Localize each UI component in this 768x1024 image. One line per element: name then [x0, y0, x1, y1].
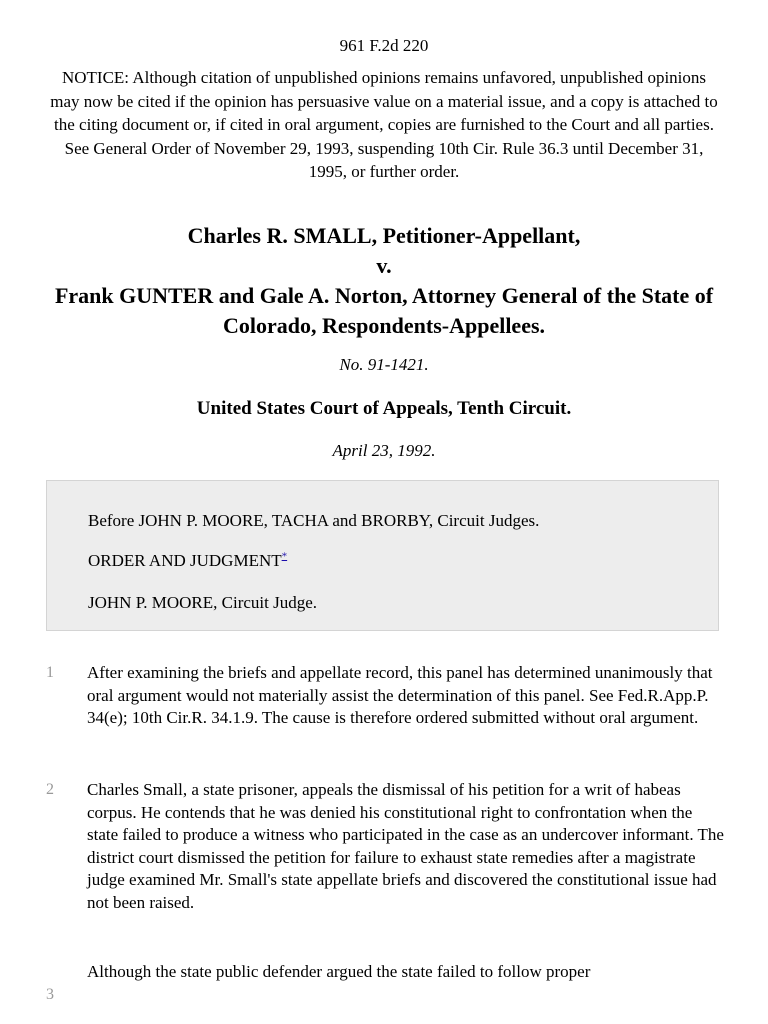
judges-panel-box: [46, 480, 719, 631]
case-citation: 961 F.2d 220: [339, 36, 429, 55]
panel-judges: Before JOHN P. MOORE, TACHA and BRORBY, Circuit Judges.: [88, 511, 540, 530]
order-judgment-title: ORDER AND JUDGMENT: [88, 551, 282, 570]
court-name: United States Court of Appeals, Tenth Circuit.: [196, 398, 572, 419]
versus-label: v.: [376, 253, 392, 278]
footnote-link[interactable]: *: [281, 550, 288, 563]
paragraph-number: 1: [46, 664, 54, 681]
petitioner-name: Charles R. SMALL, Petitioner-Appellant,: [187, 223, 581, 248]
opinion-author: JOHN P. MOORE, Circuit Judge.: [88, 593, 318, 612]
paragraph-text: After examining the briefs and appellate record, this panel has determined unanimously that oral argument would not materially assist the determination of this panel. See Fed.R.App.P. 34(e); 10th Cir.R. 34.1.9. The cause is therefore ordered submitted without oral argument.: [87, 663, 713, 727]
paragraph-number: 3: [46, 986, 54, 1003]
paragraph-text: Although the state public defender argued the state failed to follow proper: [87, 962, 591, 981]
order-judgment-heading: [88, 549, 287, 573]
docket-number: No. 91-1421.: [339, 355, 429, 374]
case-caption: [30, 221, 738, 341]
respondents-names: Frank GUNTER and Gale A. Norton, Attorney General of the State of Colorado, Respondents-Appellees.: [54, 283, 714, 338]
paragraph-text: Charles Small, a state prisoner, appeals the dismissal of his petition for a writ of habeas corpus. He contends that he was denied his constitutional right to confrontation when the state failed to produce a witness who participated in the case as an undercover informant. The district court dismissed the petition for failure to exhaust state remedies after a magistrate judge examined Mr. Small's state appellate briefs and discovered the constitutional issue had not been raised.: [87, 780, 724, 912]
unpublished-opinion-notice: NOTICE: Although citation of unpublished opinions remains unfavored, unpublished opinions may now be cited if the opinion has persuasive value on a material issue, and a copy is attached to the citing document or, if cited in oral argument, copies are furnished to the Court and all parties. See General Order of November 29, 1993, suspending 10th Cir. Rule 36.3 until December 31, 1995, or further order.: [50, 68, 718, 181]
decision-date: April 23, 1992.: [332, 441, 436, 460]
paragraph-number: 2: [46, 781, 54, 798]
